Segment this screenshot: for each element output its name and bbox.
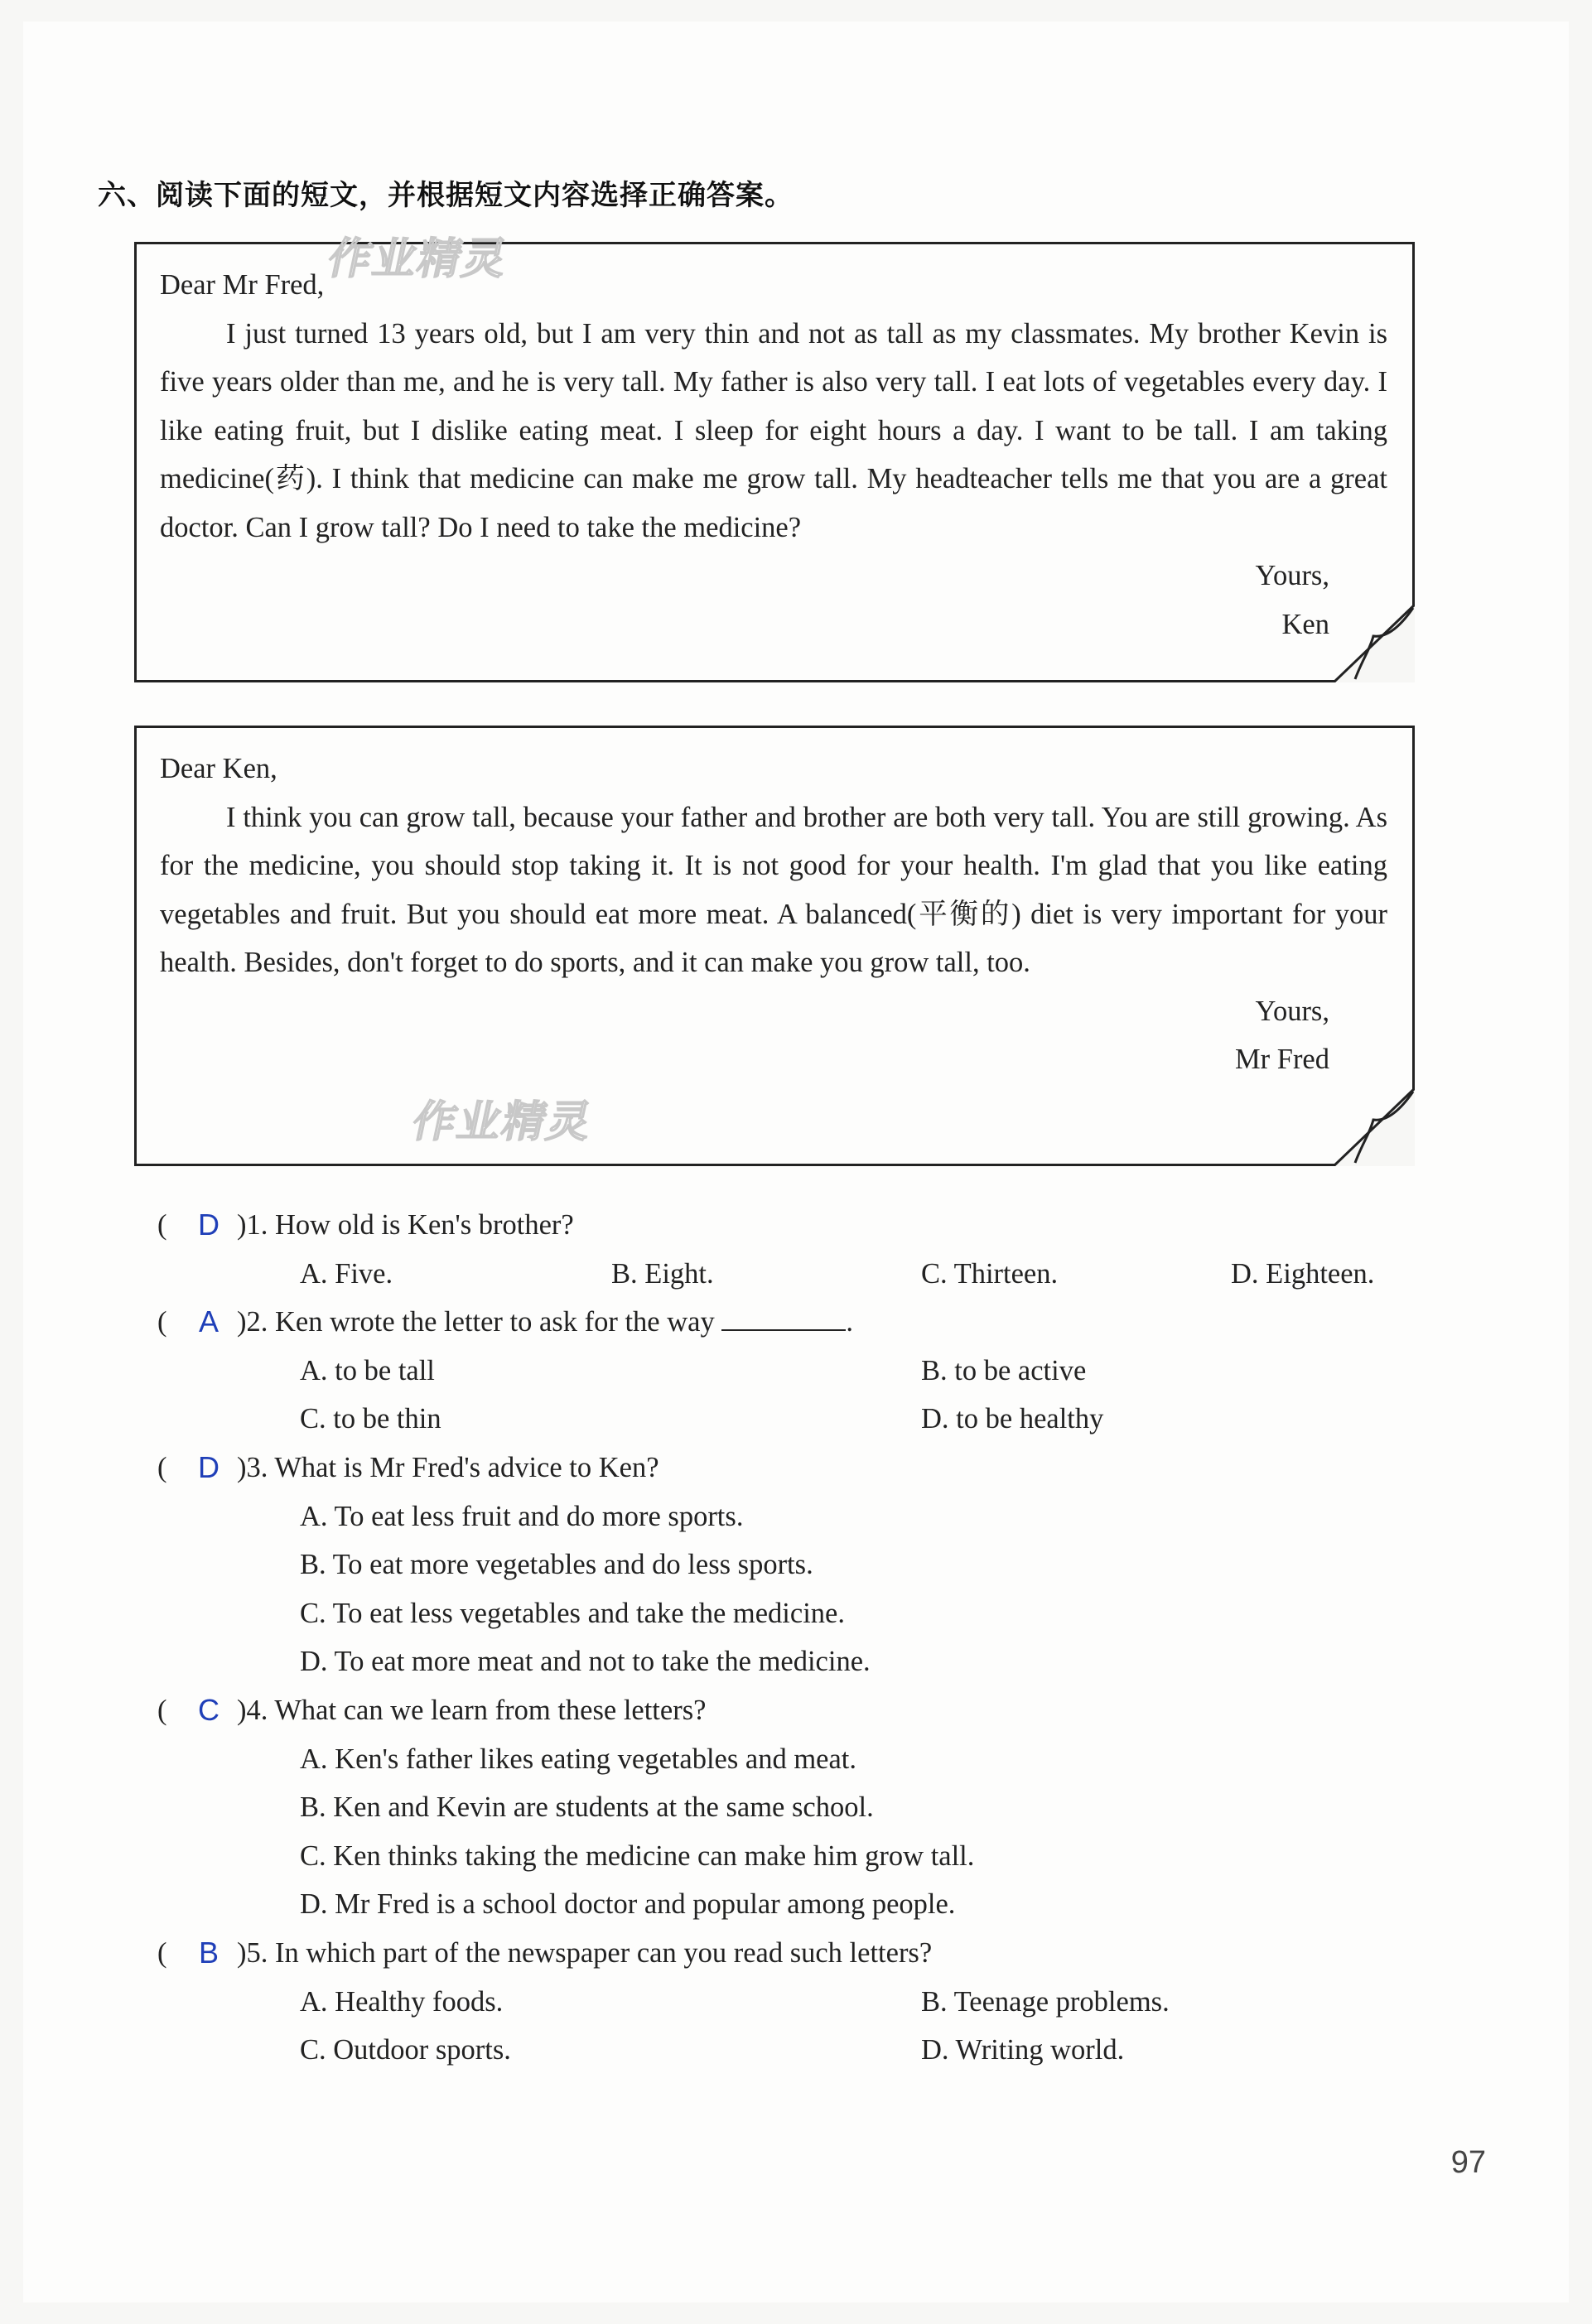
answer-mark[interactable]: A — [198, 1304, 219, 1339]
answer-mark[interactable]: C — [198, 1692, 220, 1727]
option-d[interactable]: D. Writing world. — [921, 2034, 1125, 2066]
letter-body: I think you can grow tall, because your father and brother are both very tall. You are still growing. As for the medicine, you should stop taking it. It is not good for your health. I'm glad that you like eating vegetables and fruit. But you should eat more meat. A balanced(平衡的) diet is very important for your health. Besides, don't forget to do sports, and it can make you grow tall, too. — [160, 801, 1387, 978]
letter-closing: Yours, — [1255, 560, 1329, 591]
options-row — [157, 1978, 1450, 2027]
letter-ken — [134, 242, 1415, 682]
options-row — [157, 1637, 1450, 1686]
option-d[interactable]: D. to be healthy — [921, 1403, 1104, 1435]
options-row — [157, 1880, 1450, 1929]
answer-blank — [721, 1304, 846, 1331]
question-2 — [157, 1298, 1450, 1347]
options-row — [157, 1783, 1450, 1832]
questions — [157, 1201, 1450, 2075]
letter-greeting: Dear Ken, — [160, 753, 277, 784]
letter-body: I just turned 13 years old, but I am very thin and not as tall as my classmates. My brother Kevin is five years older than me, and he is very tall. My father is also very tall. I eat lots of vegetables every day. I like eating fruit, but I dislike eating meat. I sleep for eight hours a day. I want to be tall. I am taking medicine(药). I think that medicine can make me grow tall. My headteacher tells me that you are a great doctor. Can I grow tall? Do I need to take the medicine? — [160, 317, 1387, 543]
option-b[interactable]: B. Teenage problems. — [921, 1985, 1170, 2018]
answer-mark[interactable]: B — [198, 1935, 219, 1970]
option-a[interactable]: A. To eat less fruit and do more sports. — [300, 1500, 744, 1532]
letter-closing: Yours, — [1255, 995, 1329, 1027]
option-c[interactable]: C. Ken thinks taking the medicine can make him grow tall. — [300, 1839, 975, 1872]
option-d[interactable]: D. To eat more meat and not to take the medicine. — [300, 1646, 871, 1678]
question-1 — [157, 1201, 1450, 1250]
options-row — [157, 1250, 1450, 1299]
question-text-end: . — [846, 1306, 853, 1338]
option-c[interactable]: C. To eat less vegetables and take the medicine. — [300, 1597, 845, 1629]
option-c[interactable]: C. Outdoor sports. — [300, 2034, 511, 2066]
answer-paren-open: ( — [157, 1451, 167, 1483]
option-a[interactable]: A. Healthy foods. — [300, 1985, 504, 2018]
options-row — [157, 1395, 1450, 1444]
option-c[interactable]: C. Thirteen. — [921, 1257, 1059, 1290]
options-row — [157, 1589, 1450, 1638]
question-text: )4. What can we learn from these letters? — [237, 1694, 707, 1726]
answer-mark[interactable]: D — [198, 1208, 220, 1242]
option-b[interactable]: B. Ken and Kevin are students at the same school. — [300, 1791, 874, 1824]
answer-mark[interactable]: D — [198, 1449, 220, 1484]
option-b[interactable]: B. to be active — [921, 1354, 1087, 1386]
answer-paren-open: ( — [157, 1936, 167, 1969]
options-row — [157, 1832, 1450, 1881]
options-row — [157, 1735, 1450, 1784]
answer-paren-open: ( — [157, 1694, 167, 1726]
question-text: )1. How old is Ken's brother? — [237, 1209, 574, 1241]
options-row — [157, 1492, 1450, 1541]
watermark: 作业精灵 — [408, 1097, 598, 1147]
watermark: 作业精灵 — [323, 234, 514, 284]
option-b[interactable]: B. Eight. — [611, 1257, 714, 1290]
letter-fred — [134, 726, 1415, 1166]
option-d[interactable]: D. Eighteen. — [1231, 1257, 1375, 1290]
page-number: 97 — [1450, 2145, 1486, 2180]
answer-paren-open: ( — [157, 1209, 167, 1241]
letter-greeting: Dear Mr Fred, — [160, 269, 325, 301]
option-a[interactable]: A. Five. — [300, 1257, 393, 1290]
option-d[interactable]: D. Mr Fred is a school doctor and popular among people. — [300, 1888, 956, 1921]
section-title: 六、阅读下面的短文，并根据短文内容选择正确答案。 — [98, 179, 794, 212]
letter-signature: Mr Fred — [1234, 1044, 1329, 1075]
question-text: )5. In which part of the newspaper can you read such letters? — [237, 1936, 933, 1969]
question-text: )3. What is Mr Fred's advice to Ken? — [237, 1451, 659, 1483]
folded-corner-icon — [1334, 603, 1415, 682]
question-5 — [157, 1929, 1450, 1978]
question-3 — [157, 1444, 1450, 1492]
folded-corner-icon — [1334, 1087, 1415, 1166]
options-row — [157, 2026, 1450, 2075]
option-a[interactable]: A. Ken's father likes eating vegetables and meat. — [300, 1743, 857, 1775]
question-4 — [157, 1686, 1450, 1735]
answer-paren-open: ( — [157, 1306, 167, 1338]
letter-signature: Ken — [1281, 608, 1329, 640]
option-b[interactable]: B. To eat more vegetables and do less sports. — [300, 1549, 813, 1581]
question-text-start: )2. Ken wrote the letter to ask for the way — [237, 1306, 715, 1338]
option-a[interactable]: A. to be tall — [300, 1354, 435, 1386]
options-row — [157, 1540, 1450, 1589]
question-text — [237, 1298, 853, 1347]
option-c[interactable]: C. to be thin — [300, 1403, 441, 1435]
options-row — [157, 1347, 1450, 1396]
